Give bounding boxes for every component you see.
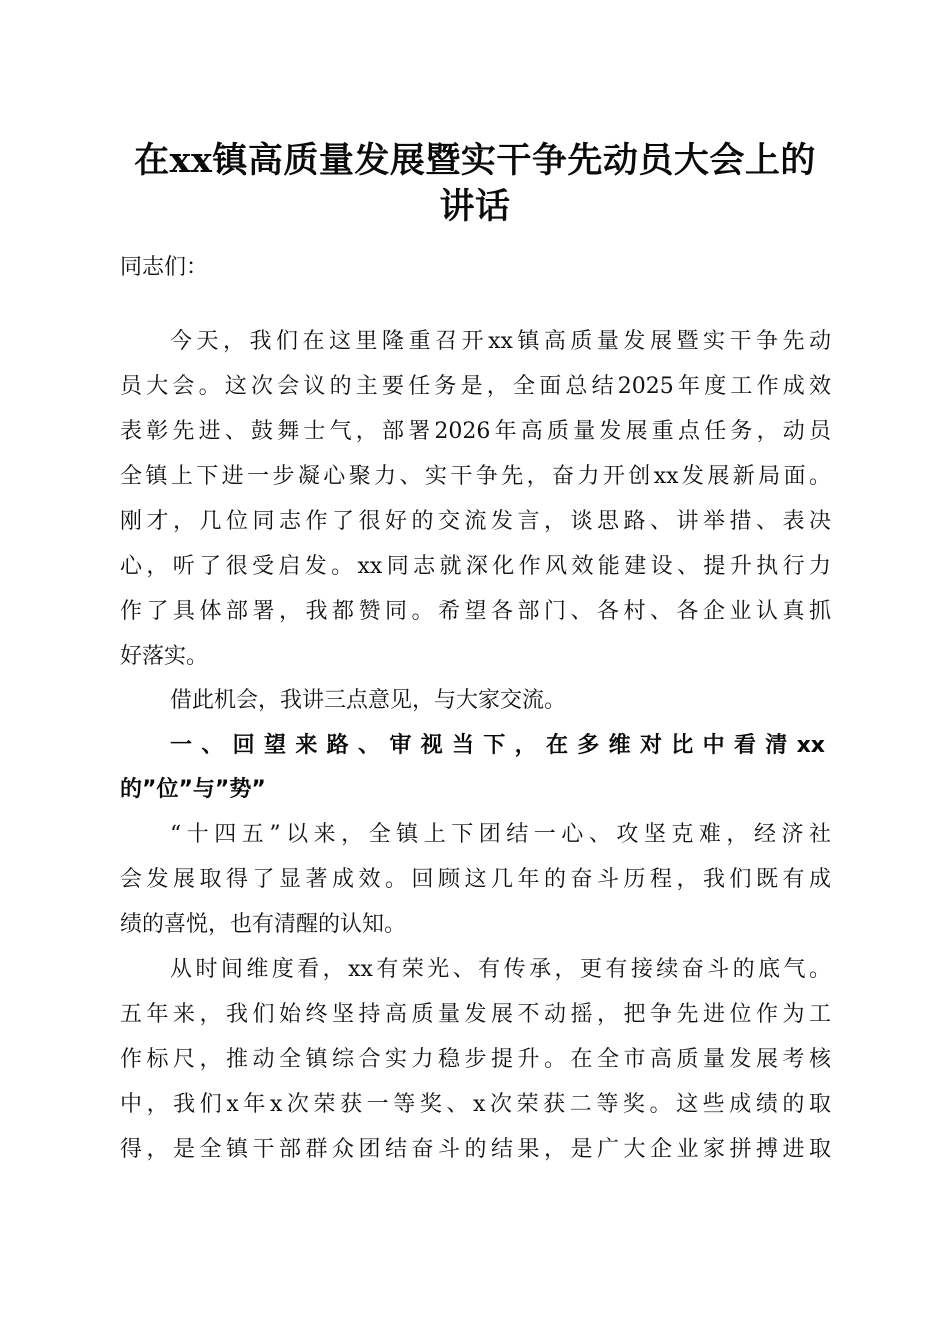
paragraph-1-line: 心，听了很受启发。xx同志就深化作风效能建设、提升执行力 [120,554,831,579]
document-title-line-1: 在xx镇高质量发展暨实干争先动员大会上的 [134,140,816,181]
document-title-line-2: 讲话 [439,186,511,227]
paragraph-4-line: 得，是全镇干部群众团结奋斗的结果，是广大企业家拼搏进取 [120,1137,831,1162]
section-heading-1-line-1: 一、回望来路、审视当下，在多维对比中看清xx [170,733,825,758]
paragraph-1-line: 好落实。 [120,644,209,669]
paragraph-4-line: 中，我们x年x次荣获一等奖、x次荣获二等奖。这些成绩的取 [120,1092,831,1117]
paragraph-3-line: 会发展取得了显著成效。回顾这几年的奋斗历程，我们既有成 [120,867,831,892]
paragraph-1-line: 员大会。这次会议的主要任务是，全面总结2025年度工作成效 [120,374,831,399]
paragraph-1-line: 全镇上下进一步凝心聚力、实干争先，奋力开创xx发展新局面。 [120,464,831,489]
section-heading-1-line-2: 的”位”与”势” [120,777,266,802]
paragraph-1-line: 刚才，几位同志作了很好的交流发言，谈思路、讲举措、表决 [120,509,831,534]
paragraph-1-line: 作了具体部署，我都赞同。希望各部门、各村、各企业认真抓 [120,599,831,624]
paragraph-1-line: 今天，我们在这里隆重召开xx镇高质量发展暨实干争先动 [170,329,831,354]
paragraph-3-line: 绩的喜悦，也有清醒的认知。 [120,912,407,937]
paragraph-3-line: “十四五”以来，全镇上下团结一心、攻坚克难，经济社 [170,822,831,847]
paragraph-1-line: 表彰先进、鼓舞士气，部署2026年高质量发展重点任务，动员 [120,419,831,444]
paragraph-2: 借此机会，我讲三点意见，与大家交流。 [170,688,567,713]
paragraph-4-line: 五年来，我们始终坚持高质量发展不动摇，把争先进位作为工 [120,1002,831,1027]
paragraph-4-line: 从时间维度看，xx有荣光、有传承，更有接续奋斗的底气。 [170,957,831,982]
salutation: 同志们： [120,255,209,280]
paragraph-4-line: 作标尺，推动全镇综合实力稳步提升。在全市高质量发展考核 [120,1047,831,1072]
